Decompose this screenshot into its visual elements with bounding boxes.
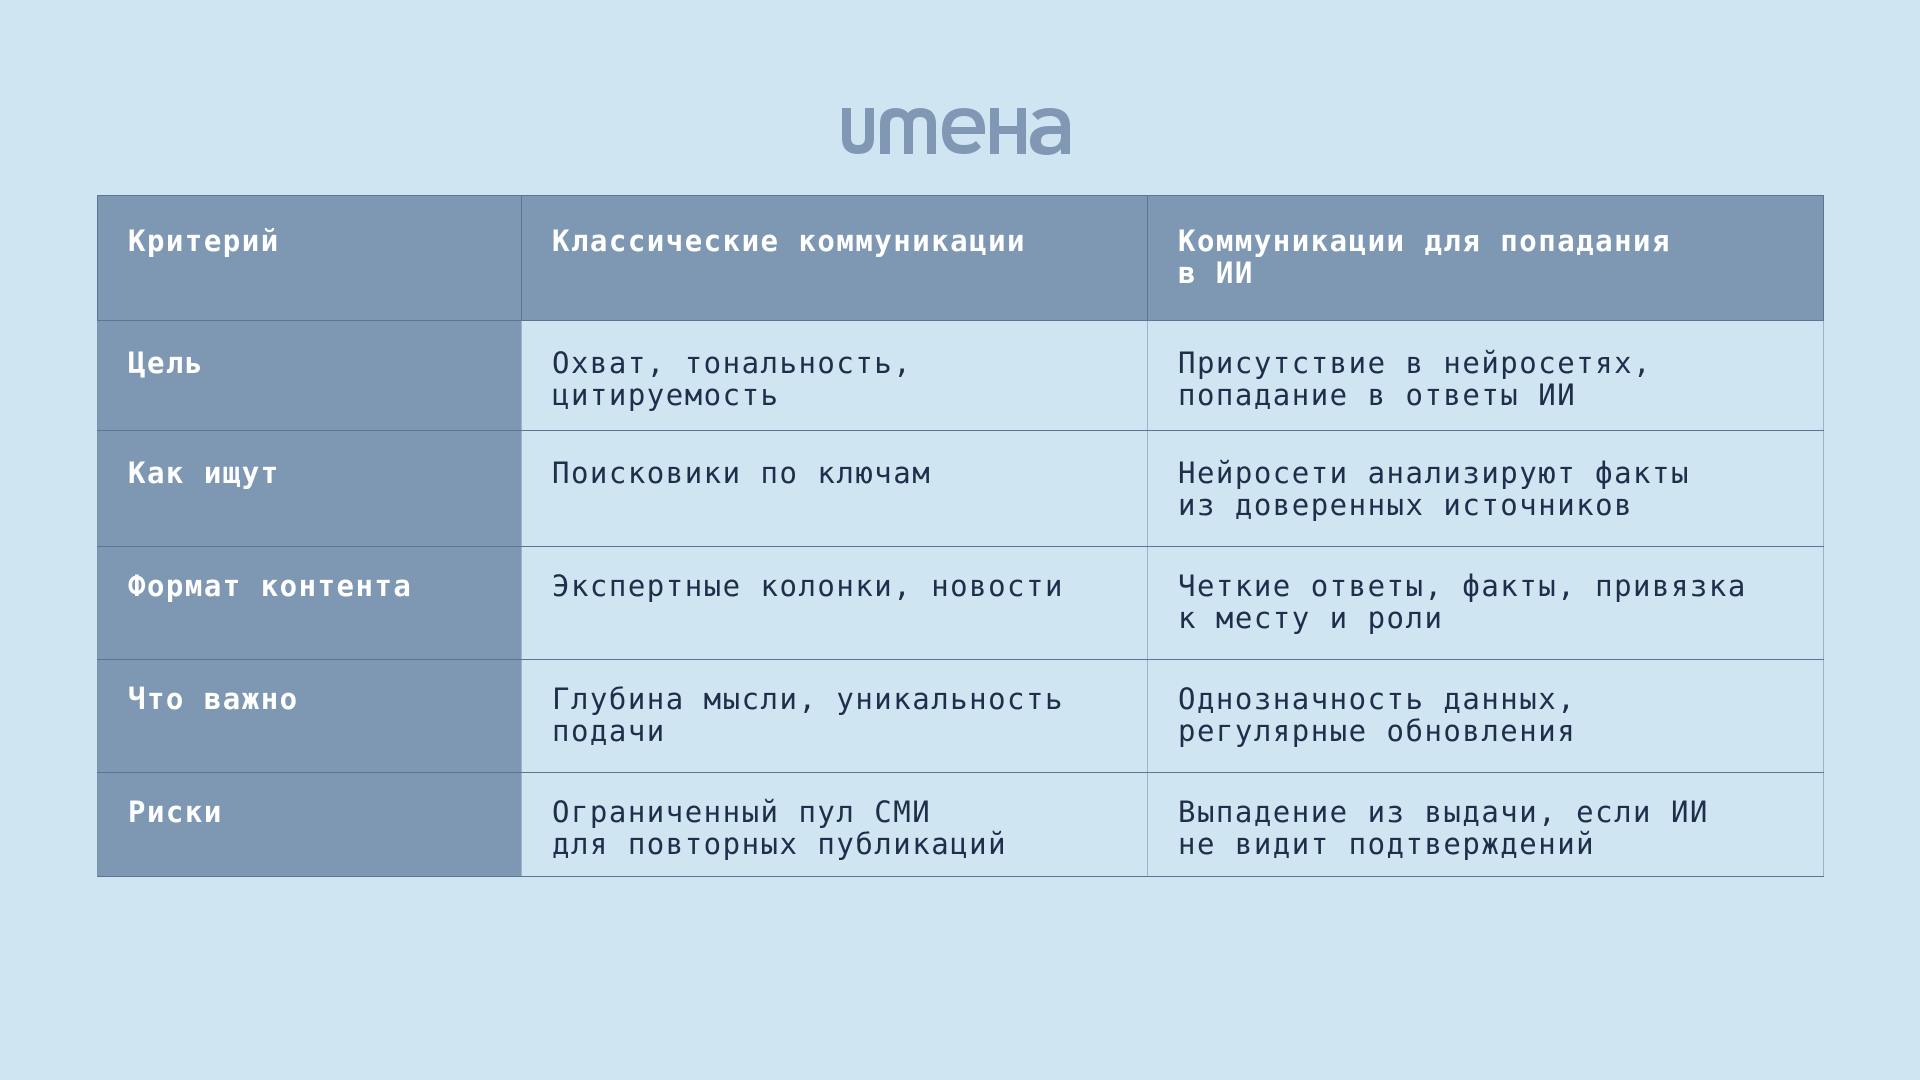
row-criterion: Как ищут [98,431,522,547]
table-header [98,196,1824,321]
table-row [98,773,1824,877]
comparison-table [97,195,1824,877]
table-row [98,547,1824,660]
row-criterion: Что важно [98,660,522,773]
row-classic-cell: Экспертные колонки, новости [522,547,1148,660]
table-row [98,431,1824,547]
header-classic: Классические коммуникации [522,196,1148,321]
header-ai: Коммуникации для попадания в ИИ [1148,196,1824,321]
table-row [98,660,1824,773]
row-classic-cell: Глубина мысли, уникальность подачи [522,660,1148,773]
row-criterion: Формат контента [98,547,522,660]
row-ai-cell: Однозначность данных, регулярные обновления [1148,660,1824,773]
header-criterion: Критерий [98,196,522,321]
row-ai-cell: Выпадение из выдачи, если ИИ не видит подтверждений [1148,773,1824,877]
row-ai-cell: Присутствие в нейросетях, попадание в ответы ИИ [1148,321,1824,431]
brand-logo [840,94,1080,156]
row-classic-cell: Поисковики по ключам [522,431,1148,547]
header-row [98,196,1824,321]
row-ai-cell: Нейросети анализируют факты из доверенных источников [1148,431,1824,547]
row-classic-cell: Ограниченный пул СМИ для повторных публикаций [522,773,1148,877]
table-row [98,321,1824,431]
table-body [98,321,1824,877]
row-criterion: Цель [98,321,522,431]
row-ai-cell: Четкие ответы, факты, привязка к месту и роли [1148,547,1824,660]
row-criterion: Риски [98,773,522,877]
row-classic-cell: Охват, тональность, цитируемость [522,321,1148,431]
